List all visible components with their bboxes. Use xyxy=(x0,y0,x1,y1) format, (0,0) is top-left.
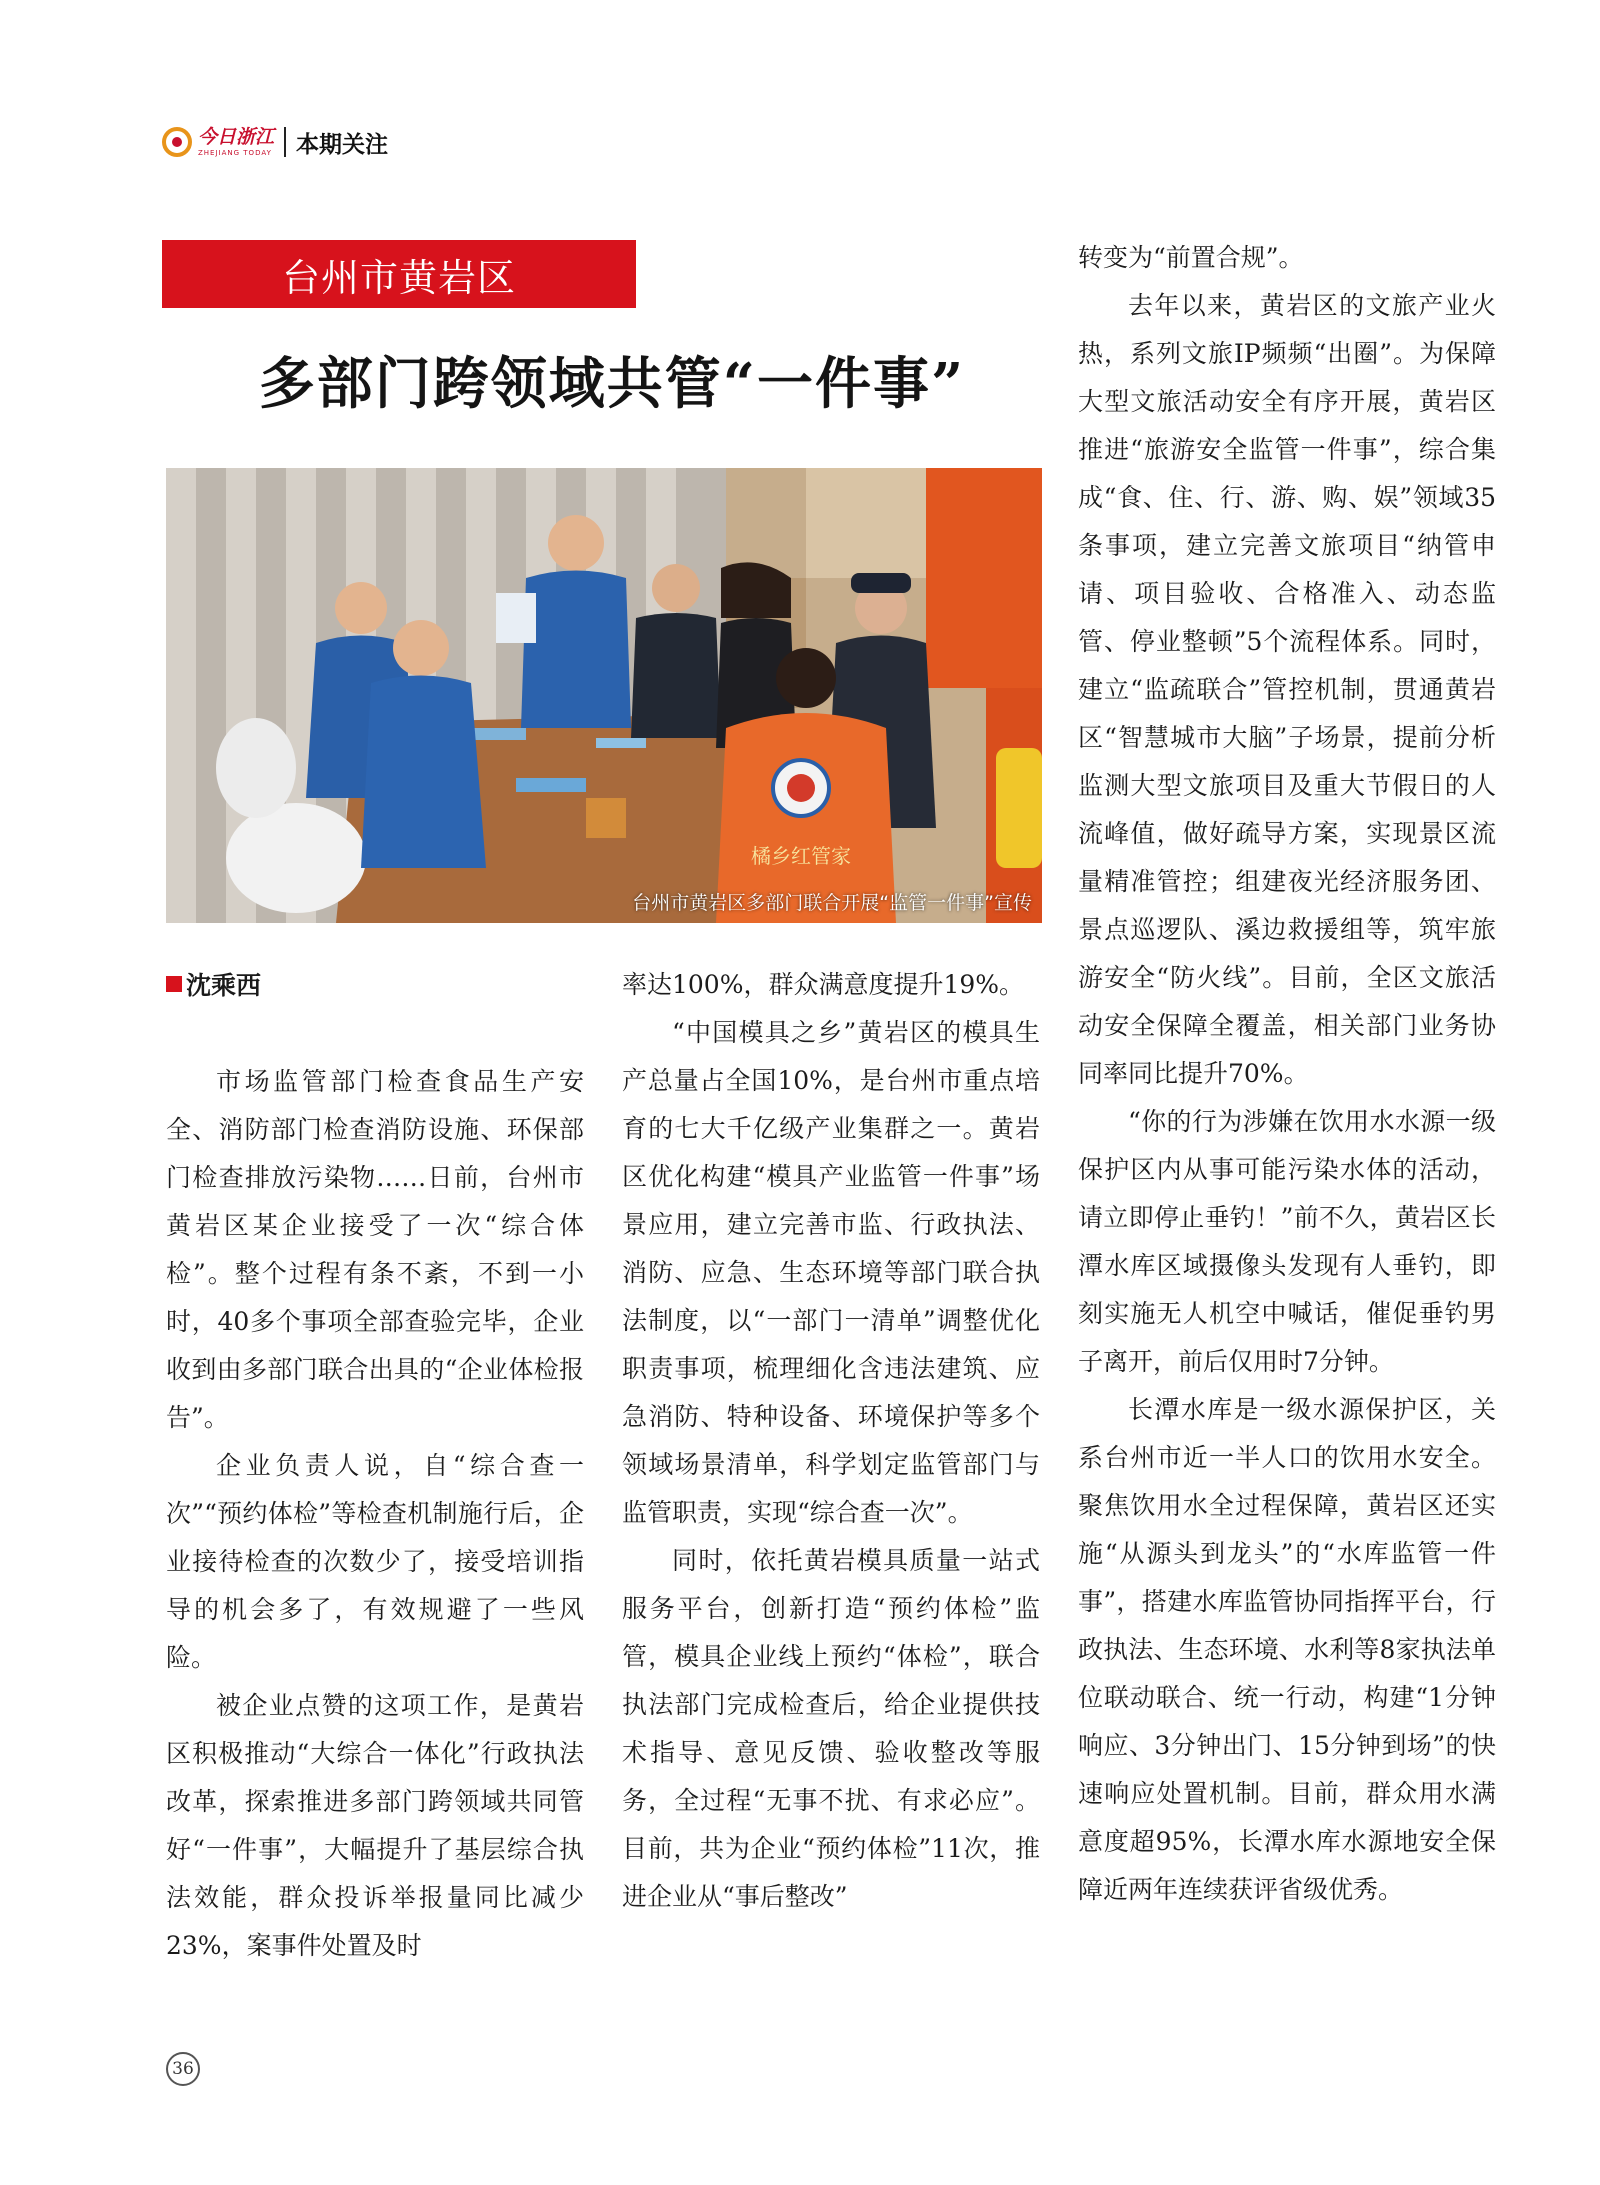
paragraph: 长潭水库是一级水源保护区，关系台州市近一半人口的饮用水安全。聚焦饮用水全过程保障，黄岩区还实施“从源头到龙头”的“水库监管一件事”，搭建水库监管协同指挥平台，行政执法、生态环境、水利等8家执法单位联动联合、统一行动，构建“1分钟响应、3分钟出门、15分钟到场”的快速响应处置机制。目前，群众用水满意度超95%，长潭水库水源地安全保障近两年连续获评省级优秀。 xyxy=(1078,1395,1496,1904)
meeting-photo-illustration xyxy=(166,468,1042,923)
article-column-2 xyxy=(622,961,1040,1921)
article-headline: 多部门跨领域共管“一件事” xyxy=(258,351,966,417)
section-label: 本期关注 xyxy=(296,131,389,158)
vest-text: 橘乡红管家 xyxy=(751,844,851,868)
region-banner: 台州市黄岩区 xyxy=(162,240,636,308)
paragraph: 被企业点赞的这项工作，是黄岩区积极推动“大综合一体化”行政执法改革，探索推进多部门跨领域共同管好“一件事”，大幅提升了基层综合执法效能，群众投诉举报量同比减少23%，案事件处置及时 xyxy=(166,1691,584,1960)
header-divider xyxy=(284,127,286,157)
paragraph: 转变为“前置合规”。 xyxy=(1078,243,1304,272)
paragraph: 企业负责人说，自“综合查一次”“预约体检”等检查机制施行后，企业接待检查的次数少了，接受培训指导的机会多了，有效规避了一些风险。 xyxy=(166,1451,584,1672)
article-column-3 xyxy=(1078,234,1496,1914)
logo-title: 今日浙江 xyxy=(198,125,275,148)
paragraph: 率达100%，群众满意度提升19%。 xyxy=(622,970,1025,999)
paragraph: 同时，依托黄岩模具质量一站式服务平台，创新打造“预约体检”监管，模具企业线上预约“体检”，联合执法部门完成检查后，给企业提供技术指导、意见反馈、验收整改等服务，全过程“无事不扰、有求必应”。目前，共为企业“预约体检”11次，推进企业从“事后整改” xyxy=(622,1546,1040,1911)
logo-subtitle: ZHEJIANG TODAY xyxy=(198,148,272,157)
byline-square-icon xyxy=(166,976,182,992)
author-name: 沈乘西 xyxy=(186,971,262,1000)
article-photo xyxy=(166,468,1042,923)
magazine-header xyxy=(162,122,388,162)
magazine-logo xyxy=(162,127,274,157)
paragraph: 市场监管部门检查食品生产安全、消防部门检查消防设施、环保部门检查排放污染物……日前，台州市黄岩区某企业接受了一次“综合体检”。整个过程有条不紊，不到一小时，40多个事项全部查验完毕，企业收到由多部门联合出具的“企业体检报告”。 xyxy=(166,1067,584,1432)
logo-icon xyxy=(162,127,192,157)
paragraph: “你的行为涉嫌在饮用水水源一级保护区内从事可能污染水体的活动，请立即停止垂钓！”前不久，黄岩区长潭水库区域摄像头发现有人垂钓，即刻实施无人机空中喊话，催促垂钓男子离开，前后仅用时7分钟。 xyxy=(1078,1107,1496,1376)
page-number: 36 xyxy=(166,2052,200,2086)
author-byline xyxy=(166,966,261,1002)
article-column-1 xyxy=(166,1058,584,1970)
paragraph: “中国模具之乡”黄岩区的模具生产总量占全国10%，是台州市重点培育的七大千亿级产业集群之一。黄岩区优化构建“模具产业监管一件事”场景应用，建立完善市监、行政执法、消防、应急、生态环境等部门联合执法制度，以“一部门一清单”调整优化职责事项，梳理细化含违法建筑、应急消防、特种设备、环境保护等多个领域场景清单，科学划定监管部门与监管职责，实现“综合查一次”。 xyxy=(622,1018,1040,1527)
paragraph: 去年以来，黄岩区的文旅产业火热，系列文旅IP频频“出圈”。为保障大型文旅活动安全有序开展，黄岩区推进“旅游安全监管一件事”，综合集成“食、住、行、游、购、娱”领域35条事项，建立完善文旅项目“纳管申请、项目验收、合格准入、动态监管、停业整顿”5个流程体系。同时，建立“监疏联合”管控机制，贯通黄岩区“智慧城市大脑”子场景，提前分析监测大型文旅项目及重大节假日的人流峰值，做好疏导方案，实现景区流量精准管控；组建夜光经济服务团、景点巡逻队、溪边救援组等，筑牢旅游安全“防火线”。目前，全区文旅活动安全保障全覆盖，相关部门业务协同率同比提升70%。 xyxy=(1078,291,1496,1088)
photo-caption: 台州市黄岩区多部门联合开展“监管一件事”宣传 xyxy=(632,892,1032,914)
